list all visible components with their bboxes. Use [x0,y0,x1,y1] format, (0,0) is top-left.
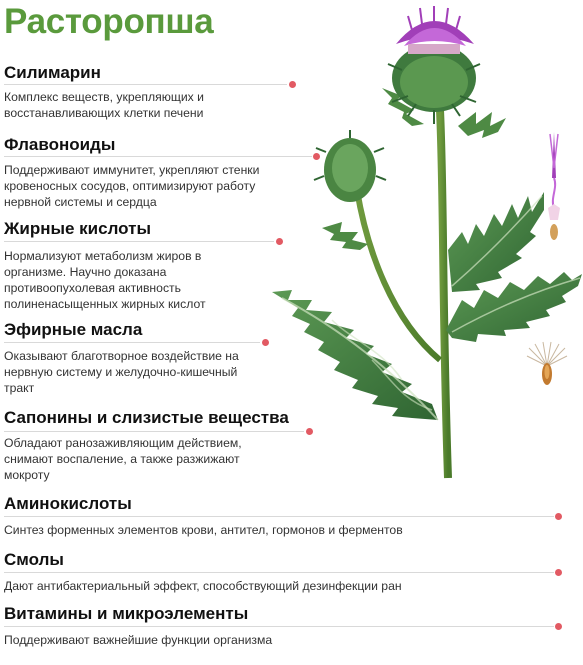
marker-dot [555,513,562,520]
marker-dot [555,569,562,576]
section-heading: Жирные кислоты [4,219,151,238]
section-heading: Флавоноиды [4,135,116,154]
leaf-small [322,222,368,250]
marker-dot [555,623,562,630]
bud [314,130,386,202]
section-heading: Силимарин [4,63,101,82]
page-title: Расторопша [4,2,214,41]
divider [4,241,274,242]
section-text: Нормализуют метаболизм жиров в организме. Научно доказана противоопухолевая активность полиненасыщенных жирных кислот [4,249,206,311]
section-text: Поддерживают важнейшие функции организма [4,633,273,647]
section-vitamins [0,604,273,647]
side-stem [357,190,440,360]
main-stem [440,110,448,478]
milk-thistle-illustration [262,0,583,480]
section-text: Комплекс веществ, укрепляющих и восстанавливающих клетки печени [4,90,204,120]
section-heading: Сапонины и слизистые вещества [4,408,289,427]
divider [4,84,287,85]
section-heading: Эфирные масла [4,320,143,339]
section-resins [0,550,402,593]
section-text: Дают антибактериальный эффект, способствующий дезинфекции ран [4,579,402,593]
section-text: Обладают ранозаживляющим действием, снимают воспаление, а также разжижают мокроту [4,436,242,482]
section-saponins [0,408,289,482]
section-text: Оказывают благотворное воздействие на нервную систему и желудочно-кишечный тракт [4,349,239,395]
section-amino-acids [0,494,403,537]
divider [4,342,260,343]
section-heading: Аминокислоты [4,494,132,513]
section-heading: Смолы [4,550,64,569]
section-text: Синтез форменных элементов крови, антител, гормонов и ферментов [4,523,403,537]
divider [4,572,554,573]
seed-illustration [525,340,569,390]
section-text: Поддерживают иммунитет, укрепляют стенки кровеносных сосудов, оптимизируют работу нервной системы и сердца [4,163,260,209]
leaf-upper-right [458,112,506,138]
section-essential-oils [0,320,239,395]
section-flavonoids [0,135,260,209]
divider [4,431,304,432]
section-heading: Витамины и микроэлементы [4,604,249,623]
floret-illustration [542,128,566,248]
divider [4,516,554,517]
section-silymarin [0,63,204,120]
section-fatty-acids [0,219,206,311]
divider [4,626,554,627]
